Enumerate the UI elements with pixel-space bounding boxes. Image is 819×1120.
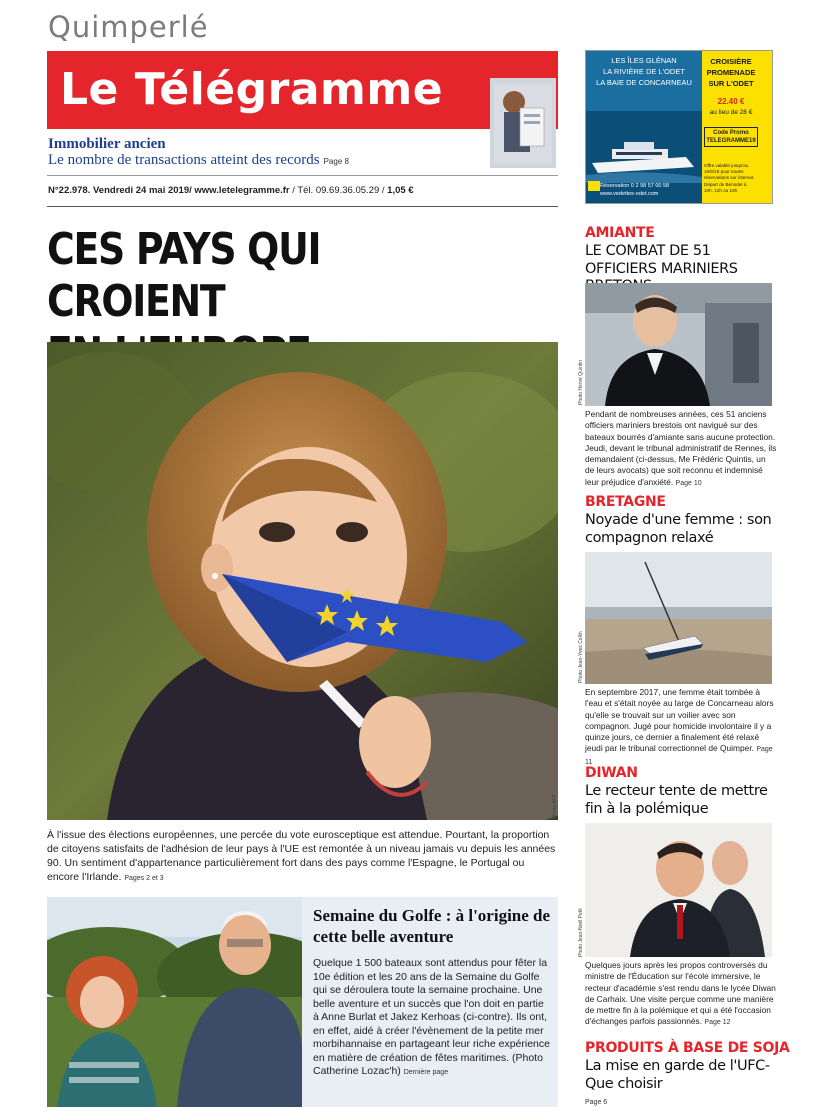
masthead-teaser-photo [490,78,556,168]
golfe-photo-couple[interactable] [47,897,302,1107]
ad-fine-2: 16/6/19 pour toutes [704,169,744,175]
ad-fine-5: 10h, 12h ou 15h [704,187,738,193]
teaser-page: Page 8 [323,157,349,166]
issue-phone: / Tél. 09.69.36.05.29 / [289,185,388,196]
ad-promo-panel [702,51,760,203]
diwan-photo-officials[interactable] [585,823,772,957]
ad-code-value: TELEGRAMME19 [706,138,756,144]
ad-phone: Réservation 0 2 98 57 00 58 [600,183,670,189]
diwan-headline[interactable]: Le recteur tente de mettre fin à la polémique [585,783,768,817]
golfe-text [313,957,551,1080]
bretagne-text-body: En septembre 2017, une femme était tombée à l'eau et s'était noyée au large de Concarneau alors qu'elle se trouvait sur un voilier avec son compagnon. Jugé pour homicide involontaire il y a quinze jours, ce dernier a finalement été relaxé jeudi par le tribunal correctionnel de Quimper. [585,687,774,754]
ad-promo-3: SUR L'ODET [708,79,754,88]
golfe-page: Dernière page [403,1069,449,1076]
golfe-text-body: Quelque 1 500 bateaux sont attendus pour fêter la 10e édition et les 20 ans de la Semaine du Golfe qui se déroulera toute la semaine prochaine. Une belle aventure et un succès que l'on doit en partie à Anne Burlat et Jakez Kerhoas (ci-contre). Ils ont, en effet, aidé à créer l'évènement de la petite mer morbihannaise en partageant leur riche expérience en matière de création de fêtes maritimes. (Photo Catherine Lozac'h) [313,957,550,1077]
lead-caption [47,828,558,886]
issue-number-date: N°22.978. Vendredi 24 mai 2019/ www.letelegramme.fr [48,185,290,196]
soja-page: Page 6 [585,1099,608,1106]
issue-rule [47,206,558,207]
issue-line [48,185,414,196]
soja-kicker: PRODUITS À BASE DE SOJA [585,1040,790,1056]
lead-photo-child-eu-flag[interactable] [47,342,558,820]
amiante-photo-lawyer[interactable] [585,283,772,406]
ad-line-3: LA BAIE DE CONCARNEAU [596,78,692,87]
lead-headline-line-1: CES PAYS QUI CROIENT [47,224,321,327]
header-rule [47,175,558,176]
diwan-page: Page 12 [704,1019,731,1027]
ad-fine-print [704,163,758,194]
lead-caption-page: Pages 2 et 3 [124,875,164,882]
teaser-text [48,152,349,169]
ad-fine-3: réservations sur internet. [704,175,755,181]
ad-site: www.vedettes-odet.com [600,191,659,197]
ad-promo-title [702,56,760,89]
amiante-page: Page 10 [675,479,702,487]
edition-name: Quimperlé [48,10,209,44]
bretagne-headline[interactable]: Noyade d'une femme : son compagnon relaxé [585,512,772,546]
amiante-kicker: AMIANTE [585,225,655,241]
bretagne-kicker: BRETAGNE [585,494,666,510]
amiante-text [585,409,777,489]
ad-line-2: LA RIVIÈRE DE L'ODET [603,67,685,76]
amiante-headline[interactable]: LE COMBAT DE 51 OFFICIERS MARINIERS [585,243,738,277]
ad-price-was: au lieu de 28 € [709,109,753,116]
ad-fine-1: Offre valable jusqu'au [704,163,749,168]
bretagne-photo-sailboat[interactable] [585,552,772,684]
masthead-title: Le Télégramme [60,64,444,115]
diwan-text [585,960,777,1029]
teaser-text-main: Le nombre de transactions atteint des records [48,152,320,168]
teaser-title: Immobilier ancien [48,136,166,152]
golfe-headline[interactable]: Semaine du Golfe : à l'origine de cette belle aventure [313,906,551,946]
ad-destinations [588,55,700,88]
lead-caption-text: À l'issue des élections européennes, une percée du vote eurosceptique est attendue. Pourtant, la proportion de citoyens satisfaits de l'adhésion de leur pays à l'UE est remontée à un niveau jamais vu depuis les années 90. Un sentiment d'appartenance particulièrement fort dans des pays comme l'Espagne, le Portugal ou encore l'Irlande. [47,829,556,883]
lead-photo-credit: Photo AFP [552,794,558,818]
amiante-photo-credit: Photo Hervé Quintin [578,359,584,405]
ad-strip [760,51,773,203]
cruise-advertisement[interactable] [585,50,773,204]
ad-reservation [600,182,700,198]
diwan-photo-credit: Photo Jean-Noël Petit [578,908,584,957]
bretagne-photo-credit: Photo Jean-Yves Collin [578,631,584,683]
ad-price: 22.40 € [717,97,745,106]
bretagne-text [585,687,777,768]
ad-promo-code [704,127,758,147]
amiante-text-body: Pendant de nombreuses années, ces 51 anciens officiers mariniers brestois ont navigué sur des bateaux bourrés d'amiante sans aucune protection. Jeudi, devant le tribunal administratif de Rennes, ils demandaient (ci-dessus, Me Frédéric Quintis, un de leurs avocats) que soit reconnu et indemnisé leur préjudice d'anxiété. [585,409,777,487]
ad-fine-4: Départ de Bénodet à [704,181,747,187]
ad-line-1: LES ÎLES GLÉNAN [611,56,677,65]
bretagne-page: Page 11 [585,746,773,766]
diwan-kicker: DIWAN [585,765,638,781]
ad-code-label: Code Promo [713,130,749,136]
soja-headline[interactable]: La mise en garde de l'UFC-Que choisir [585,1058,770,1092]
ad-promo-2: PROMENADE [706,68,756,77]
ad-promo-1: CROISIÈRE [710,57,752,66]
issue-price: 1,05 € [387,185,414,196]
diwan-text-body: Quelques jours après les propos controversés du ministre de l'Éducation sur l'école immersive, le recteur d'académie s'est rendu dans le lycée Diwan de Carhaix. Une visite perçue comme une manière de mettre fin à la polémique et qui a été l'occasion d'échanges parfois passionnés. [585,960,776,1027]
